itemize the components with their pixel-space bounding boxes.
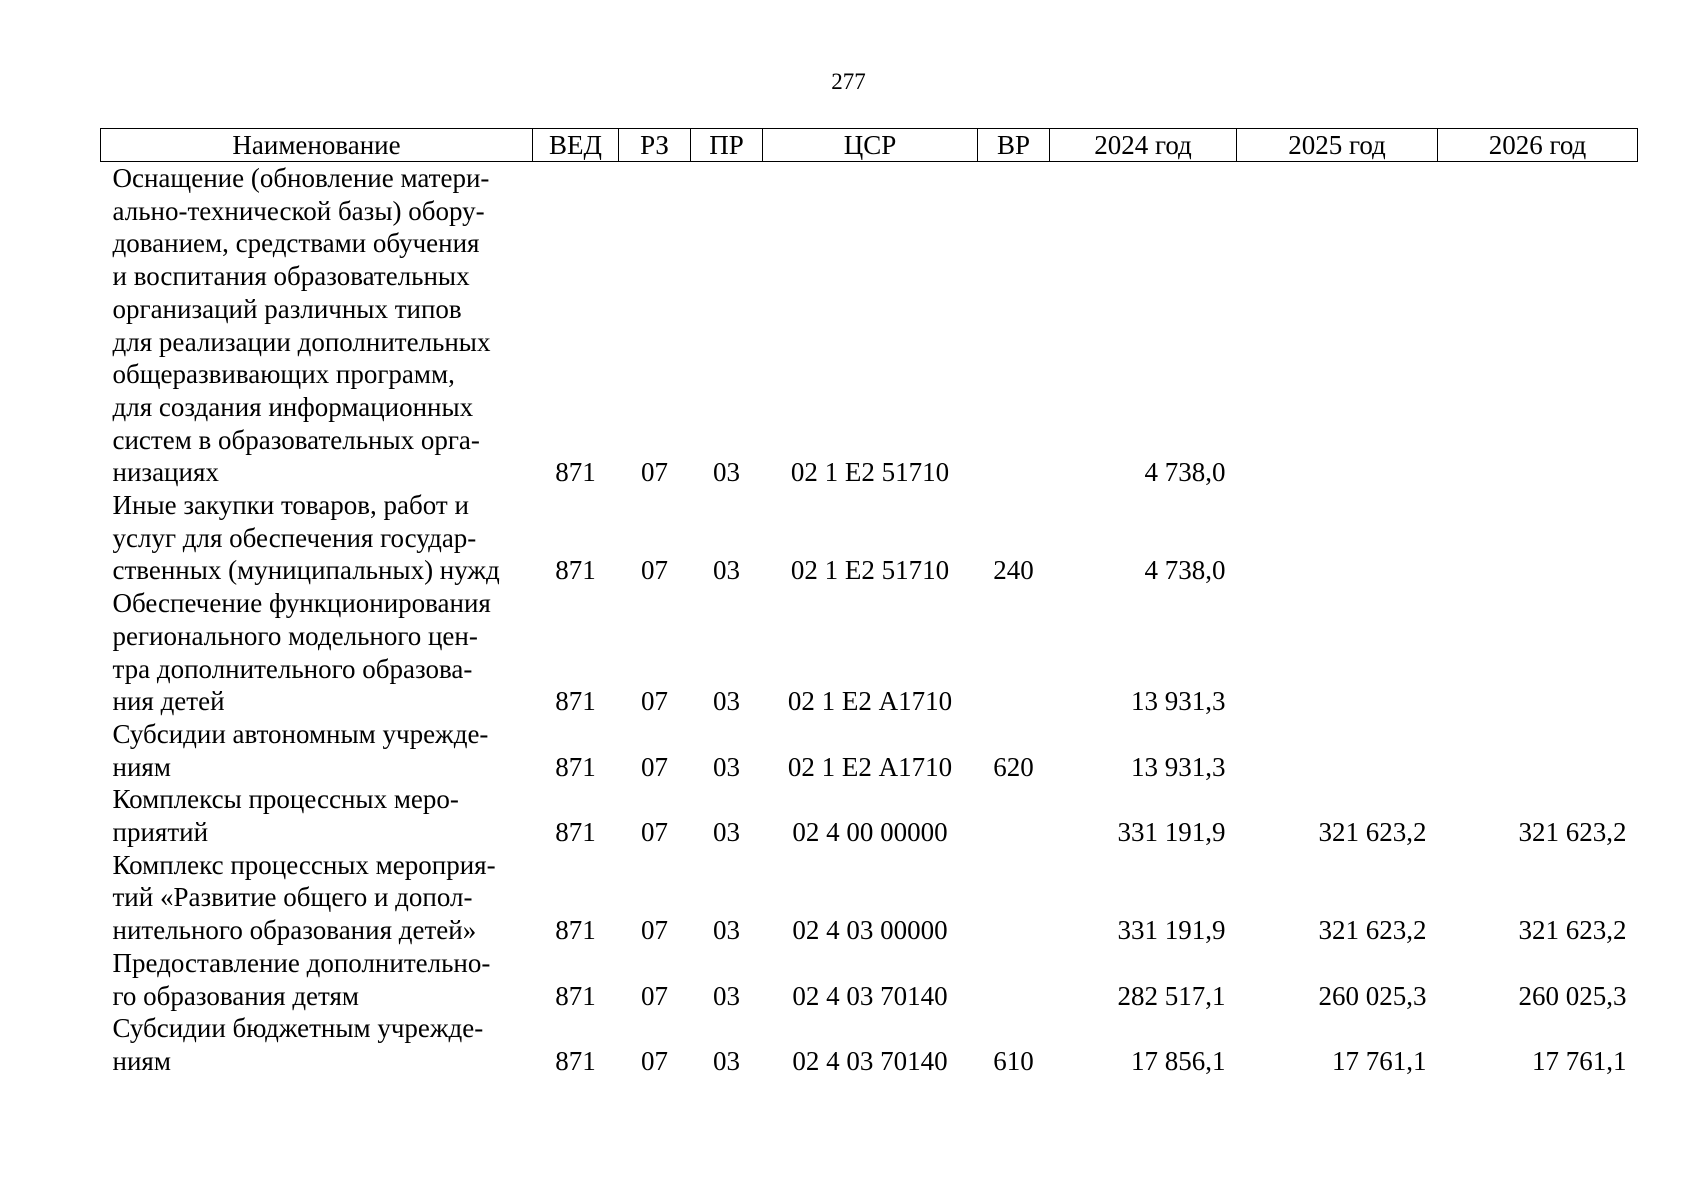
table-row xyxy=(101,587,1638,718)
row-vr xyxy=(978,587,1050,718)
row-name: Иные закупки товаров, работ и услуг для обеспечения государ- ственных (муниципальных) нужд xyxy=(112,490,500,586)
header-ved: ВЕД xyxy=(533,129,619,162)
row-2025 xyxy=(1237,587,1438,718)
row-name: Оснащение (обновление матери- ально-технической базы) обору- дованием, средствами обучения и воспитания образовательных организаций различных типов для реализации дополнительных общеразвивающих программ, для создания информационных систем в образовательных орга- низациях xyxy=(112,163,491,488)
row-pr: 03 xyxy=(713,457,740,488)
row-2025 xyxy=(1237,162,1438,490)
table-row xyxy=(101,783,1638,848)
row-2024: 17 856,1 xyxy=(1131,1045,1226,1076)
row-ved: 871 xyxy=(555,1045,596,1076)
row-csr: 02 4 03 00000 xyxy=(792,915,948,946)
row-2024: 282 517,1 xyxy=(1117,980,1226,1011)
table-row xyxy=(101,947,1638,1012)
row-name: Обеспечение функционирования регионального модельного цен- тра дополнительного образова- ния детей xyxy=(112,588,491,717)
row-2025 xyxy=(1237,718,1438,783)
row-rz: 07 xyxy=(641,686,668,717)
table-body xyxy=(101,162,1638,1078)
row-ved: 871 xyxy=(555,751,596,782)
row-csr: 02 1 Е2 51710 xyxy=(790,555,950,586)
row-pr: 03 xyxy=(713,686,740,717)
table-row xyxy=(101,849,1638,947)
row-2025: 17 761,1 xyxy=(1332,1045,1427,1076)
header-row xyxy=(101,129,1638,162)
row-2024: 331 191,9 xyxy=(1117,915,1226,946)
row-vr xyxy=(978,783,1050,848)
row-pr: 03 xyxy=(713,980,740,1011)
row-2024: 331 191,9 xyxy=(1117,817,1226,848)
row-csr: 02 1 Е2 А1710 xyxy=(787,686,953,717)
row-pr: 03 xyxy=(713,915,740,946)
row-name: Субсидии бюджетным учрежде- ниям xyxy=(112,1013,484,1076)
header-csr: ЦСР xyxy=(763,129,978,162)
row-2025: 321 623,2 xyxy=(1318,817,1427,848)
row-2024: 4 738,0 xyxy=(1144,457,1226,488)
table-row xyxy=(101,718,1638,783)
row-csr: 02 1 Е2 А1710 xyxy=(787,751,953,782)
row-rz: 07 xyxy=(641,915,668,946)
row-name: Комплексы процессных меро- приятий xyxy=(112,784,459,848)
row-ved: 871 xyxy=(555,457,596,488)
row-vr: 620 xyxy=(993,751,1034,782)
table-row xyxy=(101,1012,1638,1077)
row-ved: 871 xyxy=(555,817,596,848)
row-rz: 07 xyxy=(641,817,668,848)
row-2025 xyxy=(1237,489,1438,587)
row-csr: 02 4 03 70140 xyxy=(792,1045,948,1076)
row-rz: 07 xyxy=(641,1045,668,1076)
row-ved: 871 xyxy=(555,980,596,1011)
budget-table xyxy=(100,128,1638,1078)
row-2025: 260 025,3 xyxy=(1318,980,1427,1011)
row-2024: 4 738,0 xyxy=(1144,555,1226,586)
row-name: Субсидии автономным учрежде- ниям xyxy=(112,718,489,782)
header-vr: ВР xyxy=(978,129,1050,162)
row-ved: 871 xyxy=(555,686,596,717)
row-2026: 17 761,1 xyxy=(1532,1045,1627,1076)
page-number: 277 xyxy=(831,69,866,94)
row-rz: 07 xyxy=(641,457,668,488)
row-pr: 03 xyxy=(713,1045,740,1076)
row-2024: 13 931,3 xyxy=(1131,751,1226,782)
table-row xyxy=(101,489,1638,587)
row-pr: 03 xyxy=(713,555,740,586)
row-name: Предоставление дополнительно- го образования детям xyxy=(112,947,491,1011)
row-2025: 321 623,2 xyxy=(1318,915,1427,946)
row-ved: 871 xyxy=(555,915,596,946)
row-vr: 610 xyxy=(993,1045,1034,1076)
row-csr: 02 4 03 70140 xyxy=(792,980,948,1011)
table-row xyxy=(101,162,1638,490)
row-2026 xyxy=(1438,718,1638,783)
row-rz: 07 xyxy=(641,751,668,782)
row-2026: 321 623,2 xyxy=(1518,915,1627,946)
row-vr: 240 xyxy=(993,555,1034,586)
row-2024: 13 931,3 xyxy=(1131,686,1226,717)
row-vr xyxy=(978,947,1050,1012)
row-ved: 871 xyxy=(555,555,596,586)
row-2026 xyxy=(1438,162,1638,490)
row-csr: 02 1 Е2 51710 xyxy=(790,457,950,488)
row-rz: 07 xyxy=(641,555,668,586)
header-name: Наименование xyxy=(101,129,533,162)
row-rz: 07 xyxy=(641,980,668,1011)
row-vr xyxy=(978,162,1050,490)
header-2024: 2024 год xyxy=(1050,129,1237,162)
row-pr: 03 xyxy=(713,751,740,782)
row-vr xyxy=(978,849,1050,947)
row-csr: 02 4 00 00000 xyxy=(792,817,948,848)
row-2026 xyxy=(1438,489,1638,587)
header-2025: 2025 год xyxy=(1237,129,1438,162)
row-name: Комплекс процессных мероприя- тий «Развитие общего и допол- нительного образования детей» xyxy=(112,849,496,946)
header-rz: РЗ xyxy=(619,129,691,162)
header-pr: ПР xyxy=(691,129,763,162)
row-2026: 321 623,2 xyxy=(1518,817,1627,848)
header-2026: 2026 год xyxy=(1438,129,1638,162)
row-2026 xyxy=(1438,587,1638,718)
table-header xyxy=(101,129,1638,162)
row-pr: 03 xyxy=(713,817,740,848)
row-2026: 260 025,3 xyxy=(1518,980,1627,1011)
